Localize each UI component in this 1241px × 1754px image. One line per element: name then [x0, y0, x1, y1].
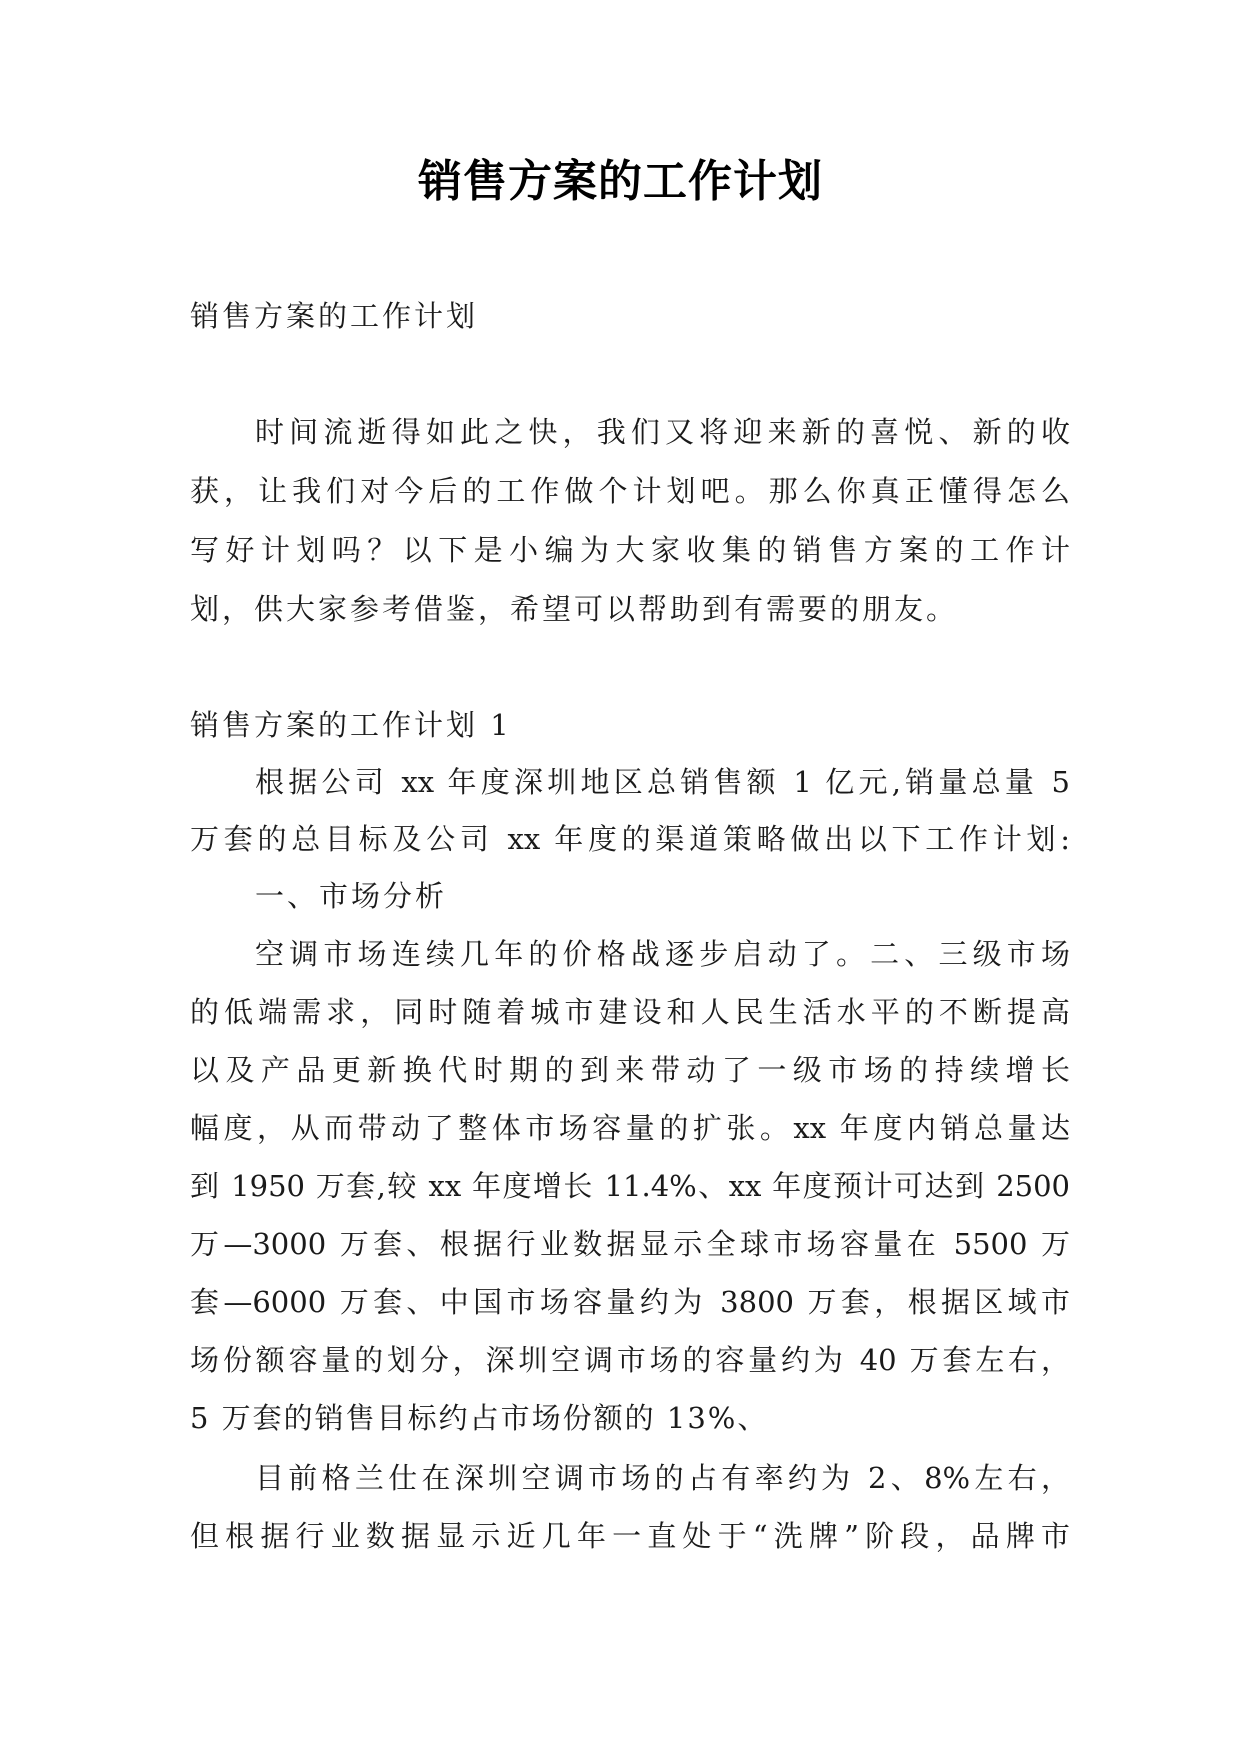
section-heading: 销售方案的工作计划 1 — [190, 708, 512, 742]
subheading-market-analysis: 一、市场分析 — [255, 879, 448, 913]
paragraph2-line-6: 万—3000 万套、根据行业数据显示全球市场容量在 5500 万 — [190, 1227, 1070, 1261]
document-title: 销售方案的工作计划 — [418, 156, 823, 207]
paragraph1-line-1: 根据公司 xx 年度深圳地区总销售额 1 亿元,销量总量 5 — [255, 765, 1070, 799]
intro-line-1: 时间流逝得如此之快，我们又将迎来新的喜悦、新的收 — [255, 415, 1070, 449]
paragraph1-line-2: 万套的总目标及公司 xx 年度的渠道策略做出以下工作计划: — [190, 822, 1070, 856]
paragraph2-line-2: 的低端需求，同时随着城市建设和人民生活水平的不断提高 — [190, 995, 1070, 1029]
paragraph2-line-8: 场份额容量的划分，深圳空调市场的容量约为 40 万套左右， — [190, 1343, 1070, 1377]
paragraph3-line-1: 目前格兰仕在深圳空调市场的占有率约为 2、8%左右， — [255, 1461, 1070, 1495]
intro-line-4: 划，供大家参考借鉴，希望可以帮助到有需要的朋友。 — [190, 592, 959, 626]
paragraph2-line-1: 空调市场连续几年的价格战逐步启动了。二、三级市场 — [255, 937, 1070, 971]
paragraph2-line-7: 套—6000 万套、中国市场容量约为 3800 万套，根据区域市 — [190, 1285, 1070, 1319]
paragraph2-line-3: 以及产品更新换代时期的到来带动了一级市场的持续增长 — [190, 1053, 1070, 1087]
intro-line-2: 获，让我们对今后的工作做个计划吧。那么你真正懂得怎么 — [190, 474, 1070, 508]
paragraph2-line-4: 幅度，从而带动了整体市场容量的扩张。xx 年度内销总量达 — [190, 1111, 1070, 1145]
paragraph3-line-2: 但根据行业数据显示近几年一直处于“洗牌”阶段，品牌市 — [190, 1519, 1070, 1553]
paragraph2-line-9: 5 万套的销售目标约占市场份额的 13%、 — [190, 1401, 769, 1435]
document-subtitle: 销售方案的工作计划 — [190, 299, 479, 333]
intro-line-3: 写好计划吗？以下是小编为大家收集的销售方案的工作计 — [190, 533, 1070, 567]
paragraph2-line-5: 到 1950 万套,较 xx 年度增长 11.4%、xx 年度预计可达到 2500 — [190, 1169, 1070, 1203]
